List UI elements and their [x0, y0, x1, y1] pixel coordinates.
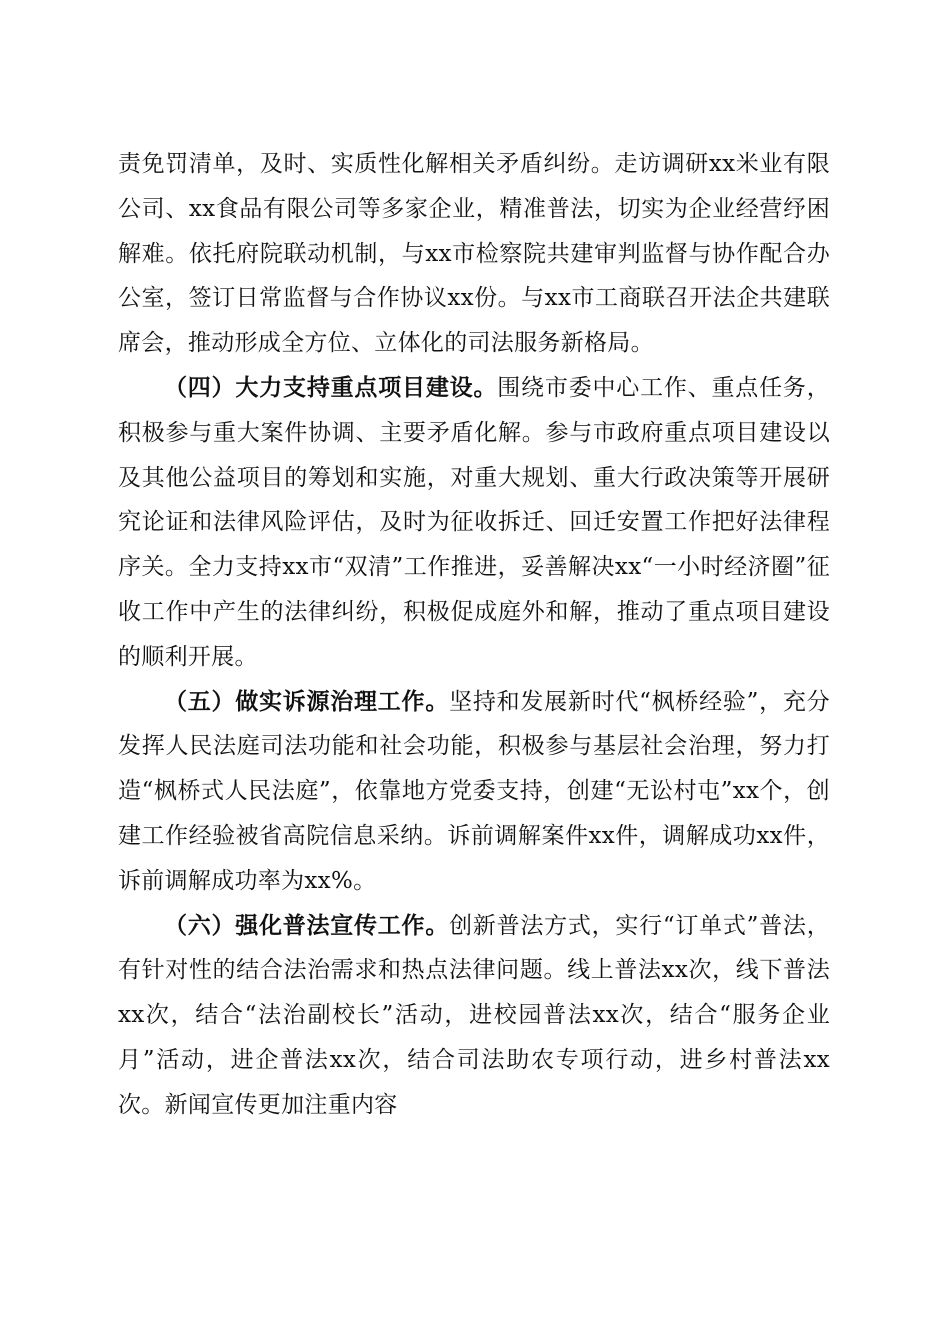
section-heading: （五）做实诉源治理工作。: [164, 687, 450, 715]
paragraph-section-4: [118, 366, 830, 680]
paragraph-continuation: [118, 142, 830, 366]
paragraph-section-5: [118, 680, 830, 904]
section-heading: （六）强化普法宣传工作。: [164, 911, 450, 939]
paragraph-text: 坚持和发展新时代“枫桥经验”，充分发挥人民法庭司法功能和社会功能，积极参与基层社会治理，努力打造“枫桥式人民法庭”，依靠地方党委支持，创建“无讼村屯”xx个，创建工作经验被省高院信息采纳。诉前调解案件xx件，调解成功xx件，诉前调解成功率为xx%。: [118, 688, 830, 894]
paragraph-section-6: [118, 904, 830, 1128]
section-heading: （四）大力支持重点项目建设。: [164, 373, 498, 401]
paragraph-text: 责免罚清单，及时、实质性化解相关矛盾纠纷。走访调研xx米业有限公司、xx食品有限公司等多家企业，精准普法，切实为企业经营纾困解难。依托府院联动机制，与xx市检察院共建审判监督与协作配合办公室，签订日常监督与合作协议xx份。与xx市工商联召开法企共建联席会，推动形成全方位、立体化的司法服务新格局。: [118, 151, 830, 357]
paragraph-text: 围绕市委中心工作、重点任务，积极参与重大案件协调、主要矛盾化解。参与市政府重点项目建设以及其他公益项目的筹划和实施，对重大规划、重大行政决策等开展研究论证和法律风险评估，及时为征收拆迁、回迁安置工作把好法律程序关。全力支持xx市“双清”工作推进，妥善解决xx“一小时经济圈”征收工作中产生的法律纠纷，积极促成庭外和解，推动了重点项目建设的顺利开展。: [118, 374, 830, 670]
document-body: [118, 142, 830, 1128]
paragraph-text: 创新普法方式，实行“订单式”普法，有针对性的结合法治需求和热点法律问题。线上普法xx次，线下普法xx次，结合“法治副校长”活动，进校园普法xx次，结合“服务企业月”活动，进企普法xx次，结合司法助农专项行动，进乡村普法xx次。新闻宣传更加注重内容: [118, 912, 830, 1118]
